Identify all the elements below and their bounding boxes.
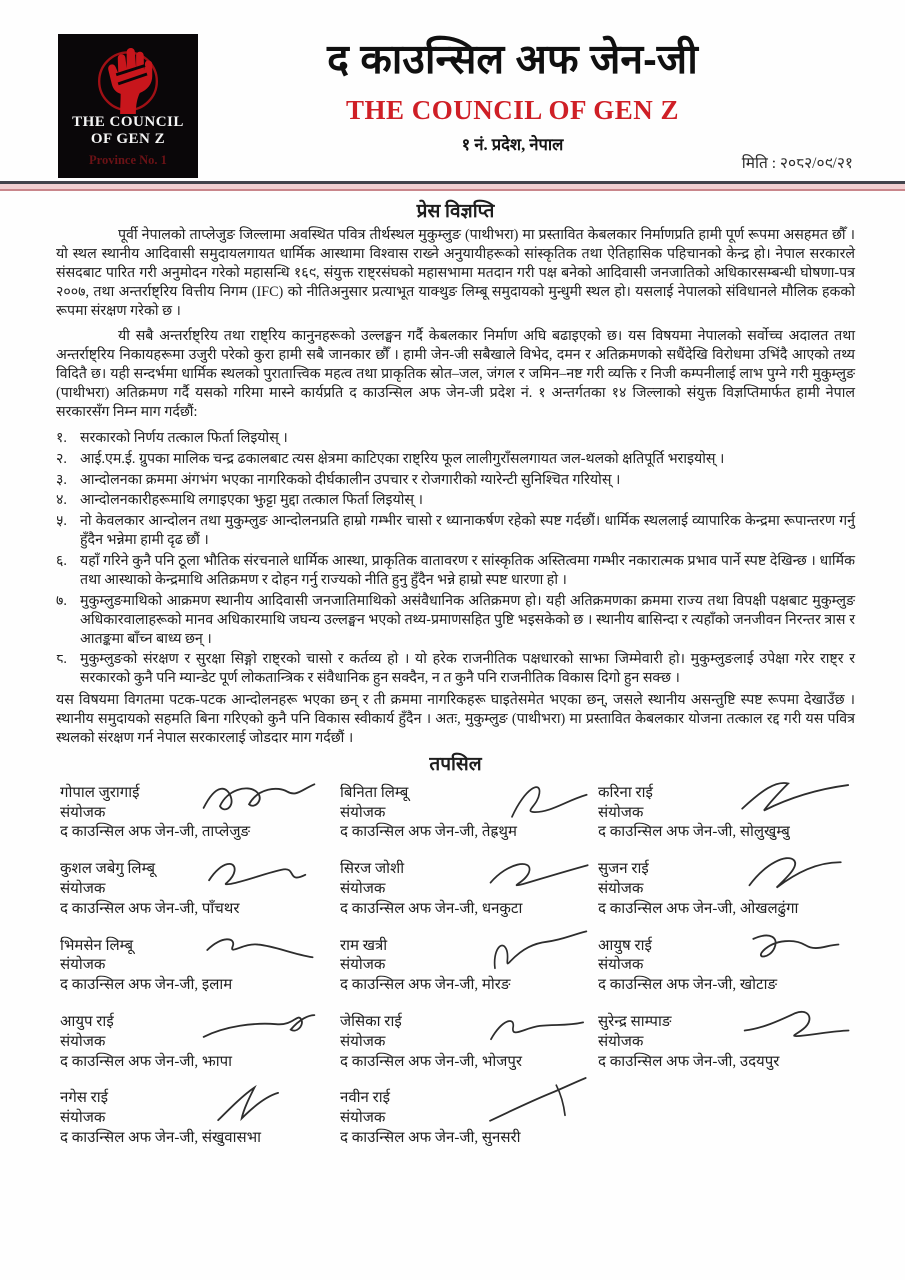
- signatory-block: [598, 1013, 855, 1072]
- demand-text: सरकारको निर्णय तत्काल फिर्ता लिइयोस् ।: [80, 429, 288, 446]
- signatory-block: [60, 937, 340, 996]
- demand-item: [56, 429, 855, 448]
- demand-number: ६.: [56, 553, 67, 569]
- paragraph-1: पूर्वी नेपालको ताप्लेजुङ जिल्लामा अवस्थित पवित्र तीर्थस्थल मुकुम्लुङ (पाथीभरा) मा प्रस्तावित केबलकार निर्माणप्रति हामी पूर्ण रूपमा असहमत छौँ । यो स्थल स्थानीय आदिवासी समुदायलगायत धार्मिक आस्थामा विश्वास राख्ने अनुयायीहरूको सांस्कृतिक तथा ऐतिहासिक पहिचानको केन्द्र हो। नेपाल सरकारले संसदबाट पारित गरी अनुमोदन गरेको महासन्धि १६९, संयुक्त राष्ट्रसंघको महासभामा मतदान गरी पक्ष बनेको आदिवासी जनजातिको अधिकारसम्बन्धी घोषणा-पत्र २००७, तथा अन्तर्राष्ट्रिय वित्तीय निगम (IFC) को नीतिअनुसार प्रत्याभूत याक्थुङ लिम्बू समुदायको मुन्धुमी स्थल हो। यसलाई नेपालको संविधानले मौलिक हकको रूपमा संरक्षण गरेको छ ।: [56, 227, 855, 319]
- signatory-org: द काउन्सिल अफ जेन-जी, ओखलढुंगा: [598, 900, 799, 917]
- demand-item: [56, 471, 855, 490]
- demand-text: आई.एम.ई. ग्रुपका मालिक चन्द्र ढकालबाट त्यस क्षेत्रमा काटिएका राष्ट्रिय फूल लालीगुराँसलगायत जल-थलको क्षतिपूर्ति भराइयोस् ।: [80, 450, 725, 467]
- signatory-role: संयोजक: [60, 1110, 106, 1127]
- signatory-name: कुशल जबेगु लिम्बू: [60, 861, 156, 878]
- signatory-block: [598, 937, 855, 996]
- demand-item: [56, 450, 855, 469]
- demand-number: ३.: [56, 471, 67, 488]
- demand-text: नो केवलकार आन्दोलन तथा मुकुम्लुङ आन्दोलनप्रति हाम्रो गम्भीर चासो र ध्यानाकर्षण रहेको स्पष्ट गर्दछौं। धार्मिक स्थललाई व्यापारिक केन्द्रमा रूपान्तरण गर्नु हुँदैन भन्नेमा हामी दृढ छौं ।: [80, 513, 855, 549]
- demand-number: ४.: [56, 492, 67, 509]
- signatory-role: संयोजक: [340, 804, 386, 821]
- header-divider: [0, 181, 905, 191]
- signatory-role: संयोजक: [598, 1033, 644, 1050]
- signatory-role: संयोजक: [60, 804, 106, 821]
- schedule-heading: तपसिल: [429, 753, 482, 775]
- org-title-english: THE COUNCIL OF GEN Z: [345, 95, 680, 125]
- signatory-org: द काउन्सिल अफ जेन-जी, संखुवासभा: [60, 1129, 262, 1146]
- demand-number: १.: [56, 429, 67, 446]
- signatory-org: द काउन्सिल अफ जेन-जी, तेह्रथुम: [340, 824, 517, 841]
- org-logo: [58, 34, 198, 178]
- signatory-org: द काउन्सिल अफ जेन-जी, उदयपुर: [598, 1053, 780, 1070]
- demand-item: [56, 592, 855, 649]
- demand-item: [56, 512, 855, 550]
- signatory-org: द काउन्सिल अफ जेन-जी, भोजपुर: [340, 1053, 523, 1070]
- signatory-name: भिमसेन लिम्बू: [60, 937, 134, 954]
- signatory-org: द काउन्सिल अफ जेन-जी, ताप्लेजुङ: [60, 824, 251, 841]
- demand-text: मुकुम्लुङमाथिको आक्रमण स्थानीय आदिवासी जनजातिमाथिको असंवैधानिक अतिक्रमण हो। यही अतिक्रमणका क्रममा राज्य तथा विपक्षी पक्षबाट मुकुम्लुङ अधिकारवालाहरूको मानव अधिकारमाथि जघन्य उल्लङ्घन भएको तथ्य-प्रमाणसहित पुष्टि भइसकेको छ । स्थानीय बासिन्दा र त्यहाँको जनजीवन निरन्तर त्रास र आतङ्कमा बाँच्न बाध्य छन् ।: [80, 592, 855, 647]
- signatory-name: राम खत्री: [340, 937, 388, 954]
- signatory-role: संयोजक: [60, 880, 106, 897]
- signatory-org: द काउन्सिल अफ जेन-जी, धनकुटा: [340, 900, 523, 917]
- signatory-role: संयोजक: [340, 1110, 386, 1127]
- signature-section: [56, 784, 855, 1149]
- demand-number: ५.: [56, 513, 67, 530]
- signatory-role: संयोजक: [60, 957, 106, 974]
- signatory-role: संयोजक: [340, 880, 386, 897]
- signatory-block: [340, 1089, 598, 1148]
- signatory-org: द काउन्सिल अफ जेन-जी, सुनसरी: [340, 1129, 521, 1146]
- signatory-name: गोपाल जुरागाई: [60, 784, 140, 801]
- org-title-nepali: द काउन्सिल अफ जेन-जी: [327, 36, 698, 82]
- signatory-role: संयोजक: [340, 1033, 386, 1050]
- demand-number: २.: [56, 450, 67, 467]
- paragraph-2: यी सबै अन्तर्राष्ट्रिय तथा राष्ट्रिय कानुनहरूको उल्लङ्घन गर्दै केबलकार निर्माण अघि बढाइएको छ। यस विषयमा नेपालको सर्वोच्च अदालत तथा अन्तर्राष्ट्रिय निकायहरूमा उजुरी परेको कुरा हामी सबै जानकार छौँ । हामी जेन-जी सबैखाले विभेद, दमन र अतिक्रमणको सधैंदेखि विरोधमा उभिंदै आएको तथ्य विदितै छ। यही सन्दर्भमा धार्मिक स्थलको पुरातात्त्विक महत्व तथा प्राकृतिक स्रोत–जल, जंगल र जमिन–नष्ट गरी व्यक्ति र निजी कम्पनीलाई लाभ पुग्ने गरी मुकुम्लुङ (पाथीभरा) अतिक्रमण गर्दै यसको गरिमा मास्ने कार्यप्रति द काउन्सिल अफ जेन-जी प्रदेश नं. १ अन्तर्गतका १४ जिल्लाको संयुक्त विज्ञप्तिमार्फत हामी नेपाल सरकारसँग निम्न माग गर्दछौं:: [56, 328, 855, 420]
- signatory-org: द काउन्सिल अफ जेन-जी, मोरङ: [340, 977, 511, 994]
- demand-text: मुकुम्लुङको संरक्षण र सुरक्षा सिङ्गो राष्ट्रको चासो र कर्तव्य हो । यो हरेक राजनीतिक पक्षधारको साझा जिम्मेवारी हो। मुकुम्लुङलाई उपेक्षा गरेर राष्ट्र र सरकारको कुनै पनि म्यान्डेट पूर्ण लोकतान्त्रिक र संवैधानिक हुन सक्दैन, न त कुनै पनि राजनीतिक विकास दिगो हुन सक्छ ।: [80, 651, 855, 687]
- signatory-name: नवीन राई: [340, 1090, 391, 1107]
- demand-number: ७.: [56, 592, 67, 609]
- signatory-name: आयुप राई: [60, 1013, 114, 1030]
- signatory-name: नगेस राई: [60, 1090, 109, 1107]
- signatory-name: सुरेन्द्र साम्पाङ: [598, 1013, 672, 1030]
- demand-text: आन्दोलनकारीहरूमाथि लगाइएका झुट्टा मुद्दा तत्काल फिर्ता लिइयोस् ।: [80, 492, 423, 509]
- signatory-name: जेसिका राई: [340, 1013, 402, 1030]
- signatory-block: [340, 860, 598, 919]
- signatory-role: संयोजक: [598, 804, 644, 821]
- logo-text-line2: OF GEN Z: [90, 131, 166, 148]
- raised-fist-icon: [86, 38, 170, 114]
- letterhead: [0, 0, 905, 181]
- signatory-block: [598, 860, 855, 919]
- demand-item: [56, 552, 855, 590]
- signatory-block: [598, 784, 855, 843]
- letterhead-titles: [210, 30, 815, 155]
- signatory-role: संयोजक: [598, 880, 644, 897]
- demand-number: ८.: [56, 651, 67, 668]
- signatory-role: संयोजक: [60, 1033, 106, 1050]
- org-subtitle: १ नं. प्रदेश, नेपाल: [461, 135, 564, 154]
- signatory-block: [60, 784, 340, 843]
- signatory-name: बिनिता लिम्बू: [340, 784, 409, 801]
- signatory-role: संयोजक: [598, 957, 644, 974]
- signatory-name: आयुष राई: [598, 937, 652, 954]
- document-body: [0, 191, 905, 1149]
- signatory-name: सिरज जोशी: [340, 861, 405, 878]
- signatory-name: सुजन राई: [598, 861, 649, 878]
- signatory-block: [60, 860, 340, 919]
- press-release-heading: प्रेस विज्ञप्ति: [416, 201, 495, 222]
- demand-item: [56, 650, 855, 688]
- signatory-org: द काउन्सिल अफ जेन-जी, खोटाङ: [598, 977, 778, 994]
- signatory-block: [340, 784, 598, 843]
- logo-province-label: Province No. 1: [89, 152, 167, 167]
- signatory-role: संयोजक: [340, 957, 386, 974]
- signatory-org: द काउन्सिल अफ जेन-जी, सोलुखुम्बु: [598, 824, 790, 841]
- signatory-org: द काउन्सिल अफ जेन-जी, झापा: [60, 1053, 233, 1070]
- signatory-org: द काउन्सिल अफ जेन-जी, पाँचथर: [60, 900, 240, 917]
- signatory-block: [340, 937, 598, 996]
- demand-item: [56, 491, 855, 510]
- signatory-block: [60, 1013, 340, 1072]
- demand-text: यहाँ गरिने कुनै पनि ठूला भौतिक संरचनाले धार्मिक आस्था, प्राकृतिक वातावरण र सांस्कृतिक अस्तित्वमा गम्भीर नकारात्मक प्रभाव पार्ने स्पष्ट देखिन्छ । धार्मिक तथा आस्थाको केन्द्रमाथि अतिक्रमण र दोहन गर्नु राज्यको नीति हुनु हुँदैन भन्ने हाम्रो स्पष्ट धारणा हो ।: [80, 553, 855, 588]
- closing-paragraph: यस विषयमा विगतमा पटक-पटक आन्दोलनहरू भएका छन् र ती क्रममा नागरिकहरू घाइतेसमेत भएका छन्, जसले स्थानीय असन्तुष्टि स्पष्ट रूपमा देखाउँछ । स्थानीय समुदायको सहमति बिना गरिएको कुनै पनि विकास स्वीकार्य हुँदैन । अतः, मुकुम्लुङ (पाथीभरा) मा प्रस्तावित केबलकार योजना तत्काल रद्द गरी यस पवित्र स्थलको संरक्षण गर्न नेपाल सरकारलाई जोडदार माग गर्दछौं ।: [56, 692, 855, 746]
- logo-text-line1: THE COUNCIL: [72, 114, 184, 130]
- signatory-name: करिना राई: [598, 784, 653, 801]
- signatory-org: द काउन्सिल अफ जेन-जी, इलाम: [60, 977, 233, 994]
- document-date: मिति : २०८२/०९/२१: [741, 155, 853, 172]
- signatory-block: [60, 1089, 340, 1148]
- signatory-block: [340, 1013, 598, 1072]
- demand-text: आन्दोलनका क्रममा अंगभंग भएका नागरिकको दीर्घकालीन उपचार र रोजगारीको ग्यारेन्टी सुनिश्चित गरियोस् ।: [80, 471, 621, 488]
